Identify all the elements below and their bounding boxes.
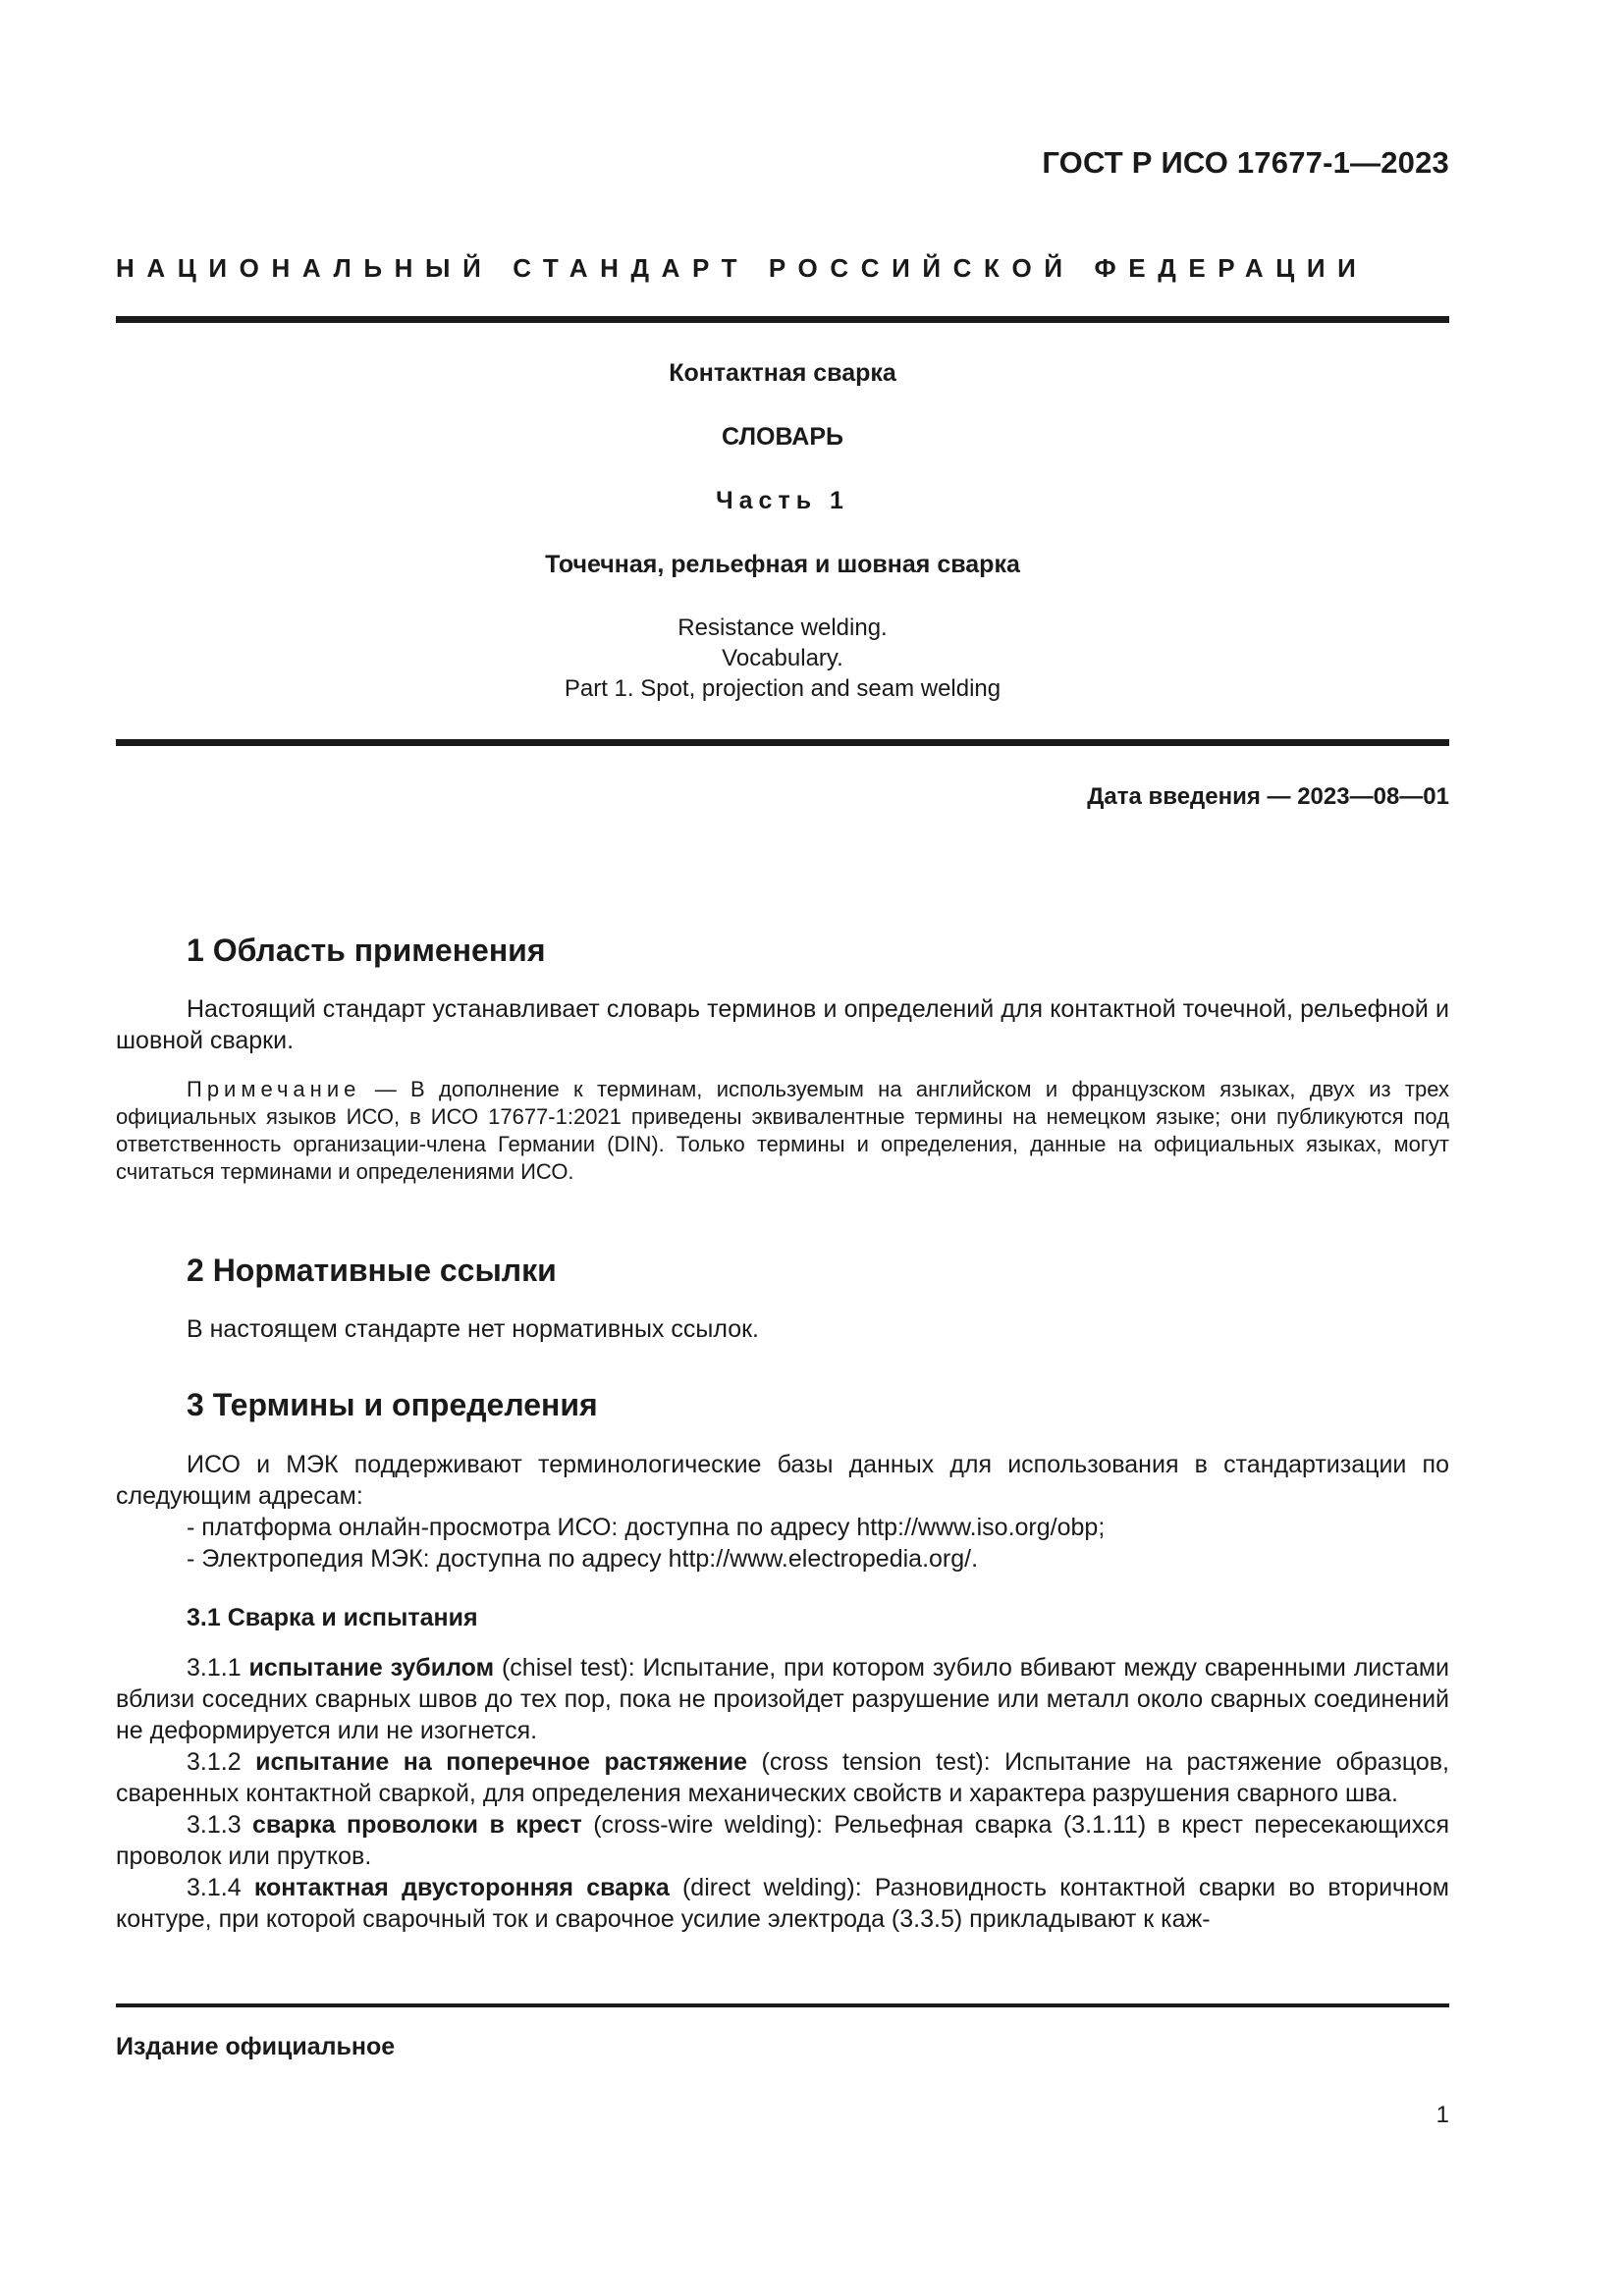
- term-entry: [116, 1746, 1449, 1809]
- term-entry: [116, 1652, 1449, 1746]
- section-3-text: [116, 1449, 1449, 1575]
- section-2-heading: 2 Нормативные ссылки: [187, 1253, 557, 1288]
- title-bottom-rule: [116, 739, 1449, 746]
- terms-list: [116, 1652, 1449, 1935]
- term-number: 3.1.2: [187, 1748, 256, 1776]
- term-name: испытание на поперечное растяжение: [255, 1748, 748, 1776]
- term-definition: (cross-wire welding): Рельефная сварка (3.1.11) в крест пересекающихся проволок или прутков.: [116, 1811, 1449, 1870]
- introduction-date: Дата введения — 2023—08—01: [1087, 783, 1449, 810]
- title-line-1: Контактная сварка: [669, 359, 896, 387]
- section-1-text: [116, 993, 1449, 1056]
- section-1-heading: 1 Область применения: [187, 933, 546, 968]
- top-rule: [116, 316, 1449, 323]
- document-number: ГОСТ Р ИСО 17677-1—2023: [1042, 145, 1449, 180]
- subsection-3-1-heading: 3.1 Сварка и испытания: [187, 1604, 478, 1631]
- list-item: - Электропедия МЭК: доступна по адресу http://www.electropedia.org/.: [187, 1545, 979, 1573]
- national-standard-banner: НАЦИОНАЛЬНЫЙ СТАНДАРТ РОССИЙСКОЙ ФЕДЕРАЦИИ: [116, 253, 1369, 283]
- note-text: — В дополнение к терминам, используемым на английском и французском языках, двух из трех официальных языков ИСО, в ИСО 17677-1:2021 приведены эквивалентные термины на немецком языке; они публикуются под ответственность организации-члена Германии (DIN). Только термины и определения, данные на официальных языках, могут считаться терминами и определениями ИСО.: [116, 1077, 1449, 1184]
- term-name: контактная двусторонняя сварка: [253, 1874, 670, 1901]
- section-1-note: [116, 1076, 1449, 1186]
- section-1-paragraph: Настоящий стандарт устанавливает словарь терминов и определений для контактной точечной, рельефной и шовной сварки.: [116, 995, 1449, 1054]
- section-3-paragraph: ИСО и МЭК поддерживают терминологические базы данных для использования в стандартизации по следующим адресам:: [116, 1451, 1449, 1510]
- term-definition: (cross tension test): Испытание на растяжение образцов, сваренных контактной сваркой, для определения механических свойств и характера разрушения сварного шва.: [116, 1748, 1449, 1807]
- english-title: [116, 613, 1449, 704]
- term-definition: (chisel test): Испытание, при котором зубило вбивают между сваренными листами вблизи соседних сварных швов до тех пор, пока не произойдет разрушение или металл около сварных соединений не деформируется или не изогнется.: [116, 1654, 1449, 1744]
- term-number: 3.1.1: [187, 1654, 249, 1682]
- title-line-3: Часть 1: [716, 487, 849, 514]
- title-line-4: Точечная, рельефная и шовная сварка: [545, 551, 1020, 578]
- section-3-heading: 3 Термины и определения: [187, 1387, 598, 1422]
- official-edition-label: Издание официальное: [116, 2033, 396, 2060]
- list-item: - платформа онлайн-просмотра ИСО: доступна по адресу http://www.iso.org/obp;: [187, 1514, 1106, 1541]
- term-number: 3.1.3: [187, 1811, 253, 1839]
- term-name: испытание зубилом: [248, 1654, 495, 1682]
- term-entry: [116, 1809, 1449, 1872]
- page-number: 1: [1435, 2102, 1449, 2128]
- english-title-line-1: Resistance welding.: [677, 614, 888, 641]
- term-number: 3.1.4: [187, 1874, 254, 1901]
- terminology-db-list: [116, 1512, 1449, 1575]
- footer-rule: [116, 2003, 1449, 2007]
- english-title-line-3: Part 1. Spot, projection and seam welding: [564, 675, 1001, 702]
- note-label: Примечание: [187, 1077, 361, 1101]
- term-definition: (direct welding): Разновидность контактной сварки во вторичном контуре, при которой сварочный ток и сварочное усилие электрода (3.3.5) прикладывают к каж-: [116, 1874, 1449, 1933]
- section-2-text: [116, 1313, 1449, 1345]
- section-2-paragraph: В настоящем стандарте нет нормативных ссылок.: [187, 1315, 759, 1343]
- term-entry: [116, 1872, 1449, 1935]
- english-title-line-2: Vocabulary.: [722, 645, 843, 671]
- term-name: сварка проволоки в крест: [252, 1811, 582, 1839]
- title-line-2: СЛОВАРЬ: [722, 423, 843, 451]
